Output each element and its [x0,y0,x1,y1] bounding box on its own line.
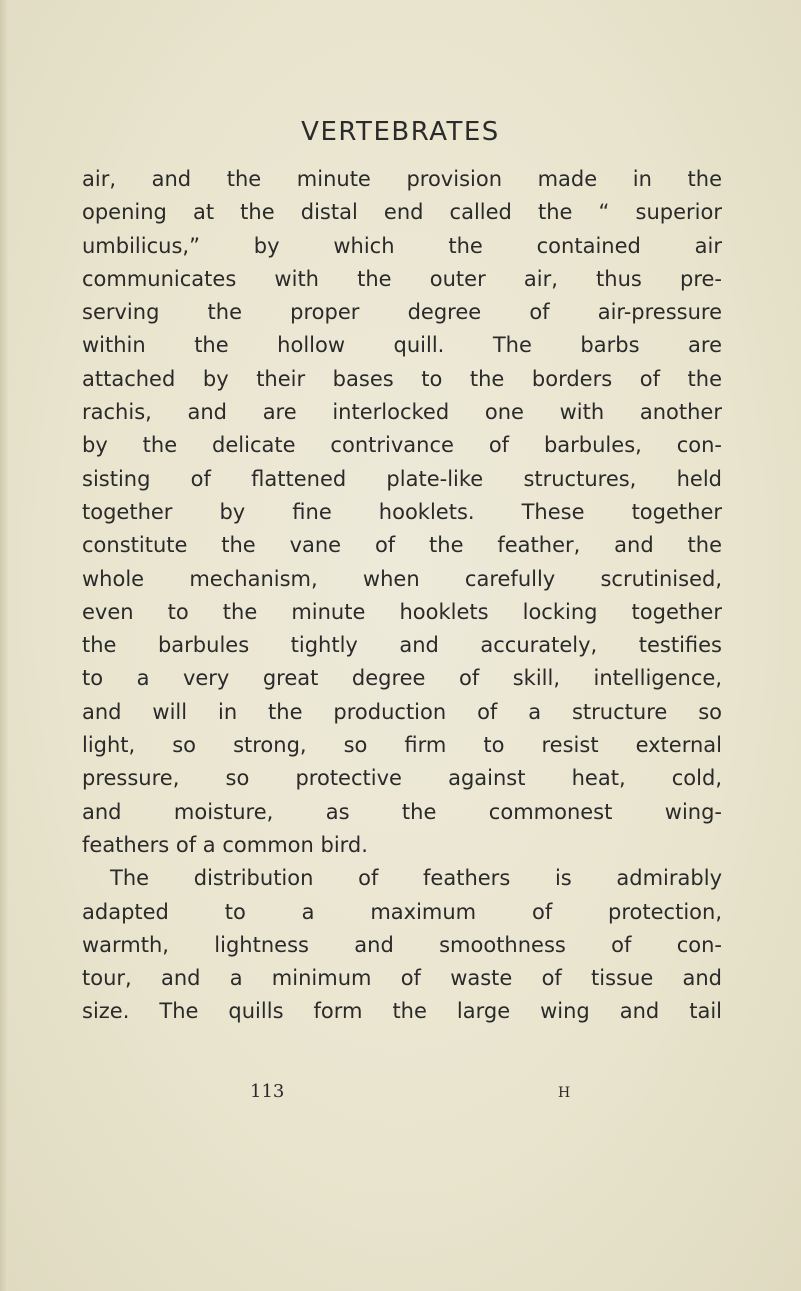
text-line: to a very great degree of skill, intelligence, [82,666,722,691]
text-line: size. The quills form the large wing and tail [82,999,722,1024]
text-line: even to the minute hooklets locking together [82,599,722,624]
page-number: 113 [250,1081,285,1102]
text-line: tour, and a minimum of waste of tissue and [82,966,722,991]
text-line: within the hollow quill. The barbs are [82,333,722,358]
text-line: adapted to a maximum of protection, [82,899,722,924]
running-head: VERTEBRATES [301,117,500,147]
text-line: attached by their bases to the borders of the [82,366,722,391]
text-line: and moisture, as the commonest wing- [82,799,722,824]
text-line: opening at the distal end called the “ superior [82,200,722,225]
text-line: sisting of flattened plate-like structures, held [82,466,722,491]
body-text [82,163,722,1029]
paragraph-first-line: The distribution of feathers is admirably [110,866,722,891]
text-line: together by fine hooklets. These together [82,499,722,524]
text-line: and will in the production of a structure so [82,699,722,724]
text-line: serving the proper degree of air-pressure [82,300,722,325]
text-line: pressure, so protective against heat, cold, [82,766,722,791]
page-gutter-edge [0,0,8,1291]
text-line: warmth, lightness and smoothness of con- [82,932,722,957]
text-line: rachis, and are interlocked one with another [82,400,722,425]
paragraph-last-line: feathers of a common bird. [82,832,368,857]
text-line: air, and the minute provision made in the [82,167,722,191]
text-line: by the delicate contrivance of barbules, con- [82,433,722,458]
signature-mark: H [558,1085,571,1101]
text-line: whole mechanism, when carefully scrutinised, [82,566,722,591]
text-line: constitute the vane of the feather, and the [82,533,722,558]
text-line: communicates with the outer air, thus pre- [82,266,722,291]
text-line: the barbules tightly and accurately, testifies [82,633,722,658]
text-line: light, so strong, so firm to resist external [82,733,722,758]
text-line: umbilicus,” by which the contained air [82,233,722,258]
